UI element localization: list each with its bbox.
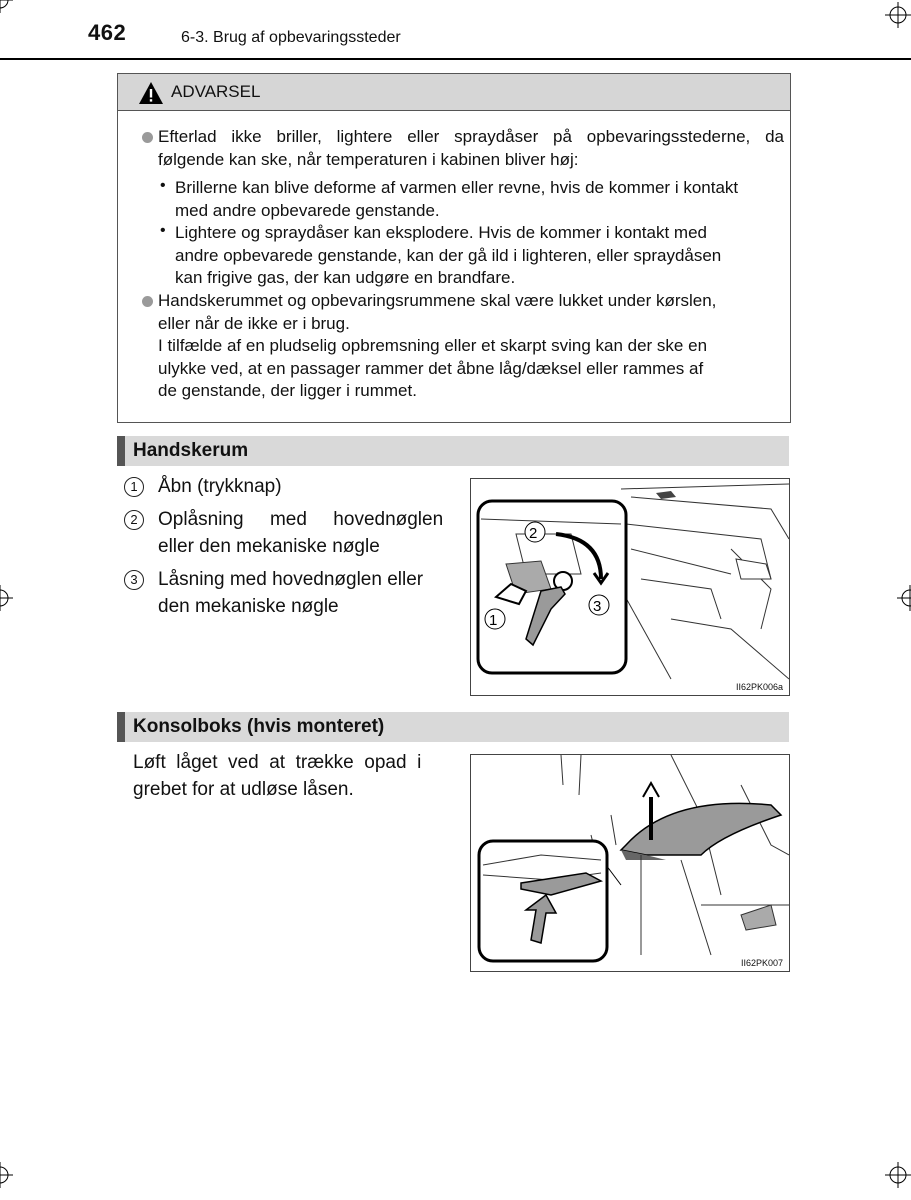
- warning-item-line: I tilfælde af en pludselig opbremsning eller et skarpt sving kan der ske en: [158, 336, 708, 355]
- bullet-icon: [142, 296, 153, 307]
- glovebox-illustration: [470, 478, 790, 696]
- figure-code: II62PK007: [740, 958, 783, 968]
- console-text-line: Løft låget ved at trække opad i: [133, 752, 422, 773]
- figure-label-2: 2: [529, 525, 538, 542]
- crop-mark-mid-right: [897, 585, 911, 611]
- sub-bullet-icon: •: [160, 222, 166, 239]
- step-number-1: 1: [124, 477, 144, 497]
- step-text-line: den mekaniske nøgle: [158, 596, 339, 617]
- step-text-line: eller den mekaniske nøgle: [158, 536, 380, 557]
- glovebox-drawing: [471, 479, 789, 695]
- warning-box: [117, 73, 791, 423]
- console-box-drawing: [471, 755, 789, 971]
- warning-item-line: ulykke ved, at en passager rammer det åbne låg/dæksel eller rammes af: [158, 359, 704, 378]
- step-number-2: 2: [124, 510, 144, 530]
- warning-header: [118, 74, 790, 111]
- crop-mark-top-right: [885, 2, 911, 28]
- step-text-line: Oplåsning med hovednøglen: [158, 509, 444, 530]
- crop-mark-bottom-right: [885, 1162, 911, 1188]
- crop-mark-bottom-left: [0, 1162, 13, 1188]
- warning-item-line: Efterlad ikke briller, lightere eller spraydåser på opbevaringsstederne, da: [158, 127, 784, 146]
- warning-subitem-line: Lightere og spraydåser kan eksplodere. Hvis de kommer i kontakt med: [175, 223, 707, 242]
- crop-mark-top-left: [0, 0, 13, 13]
- step-text-line: Låsning med hovednøglen eller: [158, 569, 424, 590]
- console-text-line: grebet for at udløse låsen.: [133, 779, 354, 800]
- bullet-icon: [142, 132, 153, 143]
- warning-subitem-line: Brillerne kan blive deforme af varmen eller revne, hvis de kommer i kontakt: [175, 178, 739, 197]
- console-box-illustration: [470, 754, 790, 972]
- section-title: Handskerum: [133, 440, 249, 461]
- section-title: Konsolboks (hvis monteret): [133, 716, 385, 737]
- section-heading-glovebox: [117, 436, 789, 466]
- warning-title: ADVARSEL: [171, 82, 261, 101]
- sub-bullet-icon: •: [160, 177, 166, 194]
- header-divider: [0, 58, 911, 60]
- figure-label-1: 1: [489, 612, 498, 629]
- warning-triangle-icon: [138, 81, 164, 105]
- warning-item-line: Handskerummet og opbevaringsrummene skal være lukket under kørslen,: [158, 291, 717, 310]
- section-heading-console: [117, 712, 789, 742]
- warning-item-line: de genstande, der ligger i rummet.: [158, 381, 417, 400]
- figure-label-3: 3: [593, 598, 602, 615]
- warning-item-line: følgende kan ske, når temperaturen i kabinen bliver høj:: [158, 150, 579, 169]
- section-accent-bar: [117, 712, 125, 742]
- warning-subitem-line: andre opbevarede genstande, kan der gå ild i lighteren, eller spraydåsen: [175, 246, 722, 265]
- step-text-line: Åbn (trykknap): [158, 476, 282, 497]
- page-number: 462: [88, 20, 127, 45]
- crop-mark-mid-left: [0, 585, 13, 611]
- chapter-title: 6-3. Brug af opbevaringssteder: [181, 29, 401, 46]
- warning-item-line: eller når de ikke er i brug.: [158, 314, 350, 333]
- step-number-3: 3: [124, 570, 144, 590]
- section-accent-bar: [117, 436, 125, 466]
- warning-subitem-line: kan frigive gas, der kan udgøre en brandfare.: [175, 268, 516, 287]
- warning-subitem-line: med andre opbevarede genstande.: [175, 201, 440, 220]
- figure-code: II62PK006a: [735, 682, 783, 692]
